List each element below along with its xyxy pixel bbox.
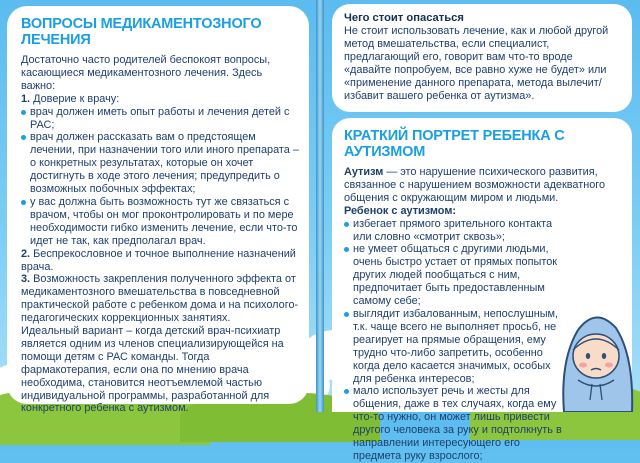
warning-panel — [332, 4, 632, 112]
medication-panel — [7, 6, 309, 415]
warning-text: Не стоит использовать лечение, как и любой другой метод вмешательства, если специалист, предлагающий его, говорит вам что-то вроде «давайте попробуем, все равно хуже не будет» или «применение данного препарата, метода вылечит/избавит вашего ребенка от аутизма». — [344, 25, 609, 102]
autism-term: Аутизм — [344, 166, 384, 178]
portrait-title: КРАТКИЙ ПОРТРЕТ РЕБЕНКА С АУТИЗМОМ — [344, 128, 565, 160]
section-2-text: Беспрекословное и точное выполнение назначений врача. — [21, 247, 296, 273]
medication-title: ВОПРОСЫ МЕДИКАМЕНТОЗНОГО ЛЕЧЕНИЯ — [21, 16, 262, 48]
page-fold — [316, 0, 324, 412]
section-3 — [21, 273, 299, 325]
list-item: избегает прямого зрительного контакта или словно «смотрит сквозь»; — [344, 218, 570, 244]
doctor-trust-list — [21, 106, 299, 248]
section-2-number: 2. — [21, 247, 31, 260]
list-item: выглядит избалованным, непослушным, т.к. чаще всего не выполняет просьб, не реагирует на прямые обращения, ему трудно что-либо запретить, особенно когда дело касается значимых, особых для ребенка интересов; — [344, 308, 570, 385]
autism-definition-text: — это нарушение психического развития, связанное с нарушением возможности адекватного общения с окружающим миром и людьми. — [344, 166, 606, 204]
list-item: у вас должна быть возможность тут же связаться с врачом, чтобы он мог проконтролировать и по мере необходимости гибко изменить лечение, если что-то идет не так, как предполагал врач. — [21, 196, 299, 248]
medication-intro: Достаточно часто родителей беспокоят вопросы, касающиеся медикаментозного лечения. Здесь важно: — [21, 54, 271, 92]
list-item: не умеет общаться с другими людьми, очень быстро устает от прямых попыток других людей пообщаться с ним, предпочитает быть предоставленным самому себе; — [344, 243, 570, 308]
list-item: врач должен рассказать вам о предстоящем лечении, при назначении того или иного препарата – о конкретных результатах, которые он хочет достигнуть в ходе этого лечения; предупредить о возможных побочных эффектах; — [21, 131, 299, 196]
list-item: мало использует речь и жесты для общения, даже в тех случаях, когда ему что-то нужно, он может лишь привести другого человека за руку и подтолкнуть в направлении интересующего его предмета руку взрослого; — [344, 385, 570, 462]
section-1-text: Доверие к врачу: — [33, 92, 120, 105]
section-3-number: 3. — [21, 273, 31, 286]
section-1-heading — [21, 93, 299, 106]
section-1-number: 1. — [21, 92, 31, 105]
list-item: врач должен иметь опыт работы и лечения детей с РАС; — [21, 106, 299, 132]
autism-definition — [344, 166, 622, 205]
warning-title: Чего стоит опасаться — [344, 12, 464, 24]
section-2 — [21, 248, 299, 274]
child-heading: Ребенок с аутизмом: — [344, 204, 457, 217]
medication-closing: Идеальный вариант – когда детский врач-психиатр является одним из членов специализирующейся на помощи детям с РАС команды. Тогда фармакотерапия, если она по мнению врача необходима, становится неотъемлемой частью индивидуальной программы, разработанной для конкретного ребенка с аутизмом. — [21, 325, 284, 415]
child-illustration — [556, 300, 636, 412]
section-3-text: Возможность закрепления полученного эффекта от медикаментозного вмешательства в повседневной практической работе с ребенком дома и на психолого-педагогических коррекционных занятиях. — [21, 273, 299, 325]
